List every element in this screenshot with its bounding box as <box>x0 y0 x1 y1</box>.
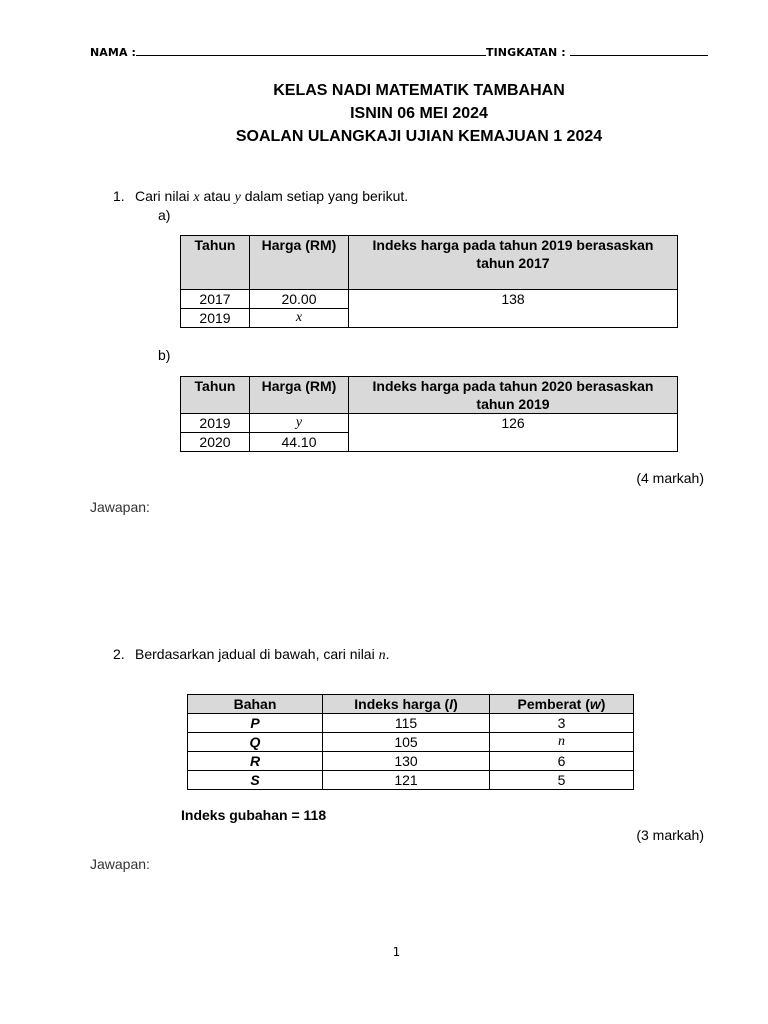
student-info-line <box>90 45 708 59</box>
q1a-table <box>180 235 678 328</box>
q1a-cell-harga-1: 20.00 <box>250 290 349 309</box>
q2-cell-bahan-q: Q <box>188 733 323 752</box>
q1b-header-tahun: Tahun <box>181 377 250 414</box>
q1b-cell-indeks: 126 <box>349 414 678 452</box>
q1a-cell-harga-2: x <box>250 309 349 328</box>
q1b-header-indeks: Indeks harga pada tahun 2020 berasaskan tahun 2019 <box>349 377 678 414</box>
q2-cell-indeks-p: 115 <box>323 714 490 733</box>
q1-number: 1. <box>113 188 125 204</box>
q1a-cell-tahun-2: 2019 <box>181 309 250 328</box>
q1b-cell-harga-2: 44.10 <box>250 433 349 452</box>
q1-text: Cari nilai x atau y dalam setiap yang berikut. <box>135 188 409 205</box>
q1a-header-tahun: Tahun <box>181 236 250 290</box>
var-n: n <box>378 648 386 663</box>
q2-marks: (3 markah) <box>636 827 704 843</box>
q1a-cell-indeks: 138 <box>349 290 678 328</box>
q2-number: 2. <box>113 646 125 662</box>
q2-cell-bahan-s: S <box>188 771 323 790</box>
q2-cell-indeks-r: 130 <box>323 752 490 771</box>
q1b-table <box>180 376 678 452</box>
q2-cell-bahan-r: R <box>188 752 323 771</box>
q2-text: Berdasarkan jadual di bawah, cari nilai n. <box>135 646 390 663</box>
q2-cell-pemberat-q: n <box>490 733 634 752</box>
q1-part-a-label: a) <box>158 207 171 223</box>
q1a-header-harga: Harga (RM) <box>250 236 349 290</box>
nama-blank <box>136 45 486 56</box>
tingkatan-label: TINGKATAN : <box>486 46 566 59</box>
q2-answer-label: Jawapan: <box>90 856 150 872</box>
q2-cell-pemberat-r: 6 <box>490 752 634 771</box>
q2-header-indeks: Indeks harga (I) <box>323 695 490 714</box>
q2-cell-indeks-q: 105 <box>323 733 490 752</box>
var-x: x <box>193 190 200 205</box>
q1-marks: (4 markah) <box>636 470 704 486</box>
q1b-cell-tahun-2: 2020 <box>181 433 250 452</box>
q2-header-pemberat: Pemberat (w) <box>490 695 634 714</box>
q1b-header-harga: Harga (RM) <box>250 377 349 414</box>
q2-table <box>187 694 634 790</box>
q1b-cell-harga-1: y <box>250 414 349 433</box>
q1a-header-indeks: Indeks harga pada tahun 2019 berasaskan tahun 2017 <box>349 236 678 290</box>
title-line-1: KELAS NADI MATEMATIK TAMBAHAN <box>273 82 565 99</box>
title-line-2: ISNIN 06 MEI 2024 <box>350 105 488 122</box>
q1-part-b-label: b) <box>158 347 171 363</box>
q2-cell-pemberat-p: 3 <box>490 714 634 733</box>
q1-answer-label: Jawapan: <box>90 499 150 515</box>
q1a-cell-tahun-1: 2017 <box>181 290 250 309</box>
tingkatan-blank <box>570 45 708 56</box>
q2-cell-bahan-p: P <box>188 714 323 733</box>
q1b-cell-tahun-1: 2019 <box>181 414 250 433</box>
var-y: y <box>234 190 241 205</box>
q2-cell-indeks-s: 121 <box>323 771 490 790</box>
title-line-3: SOALAN ULANGKAJI UJIAN KEMAJUAN 1 2024 <box>235 128 603 145</box>
q2-cell-pemberat-s: 5 <box>490 771 634 790</box>
nama-label: NAMA : <box>90 46 137 59</box>
q2-composite-index: Indeks gubahan = 118 <box>181 807 327 823</box>
page-number: 1 <box>392 945 401 959</box>
q2-header-bahan: Bahan <box>188 695 323 714</box>
